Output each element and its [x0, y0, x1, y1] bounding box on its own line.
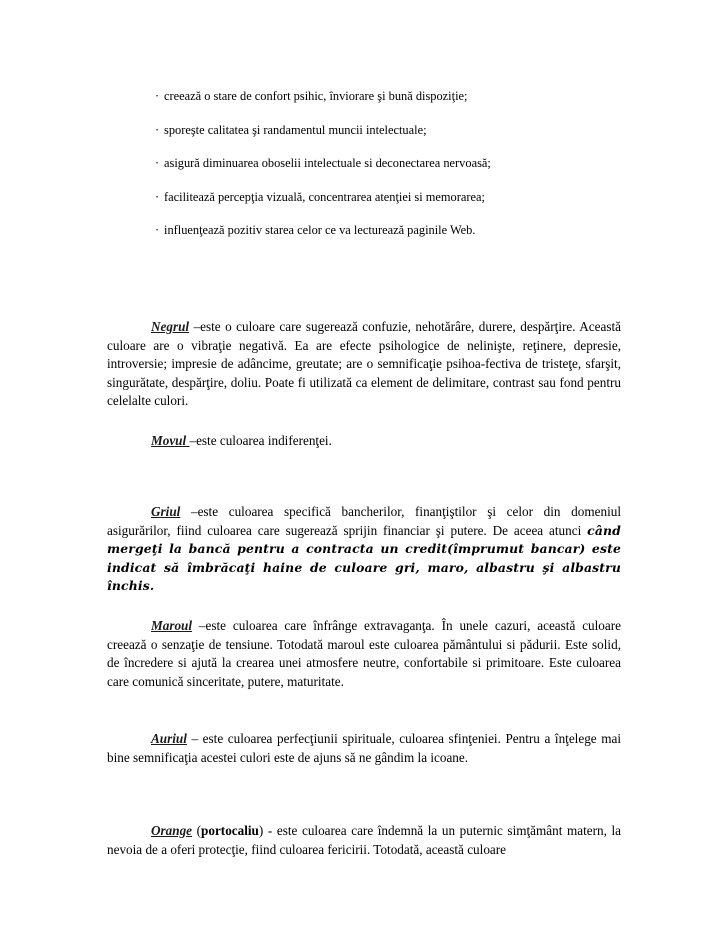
paragraph-text: –este culoarea care înfrânge extravaganţa. În unele cazuri, această culoare creează o senzaţie de tensiune. Totodată maroul este culoarea pământului si pădurii. Este solid, de încredere si ajută la crearea unei atmosfere neutre, confortabile si primitoare. Este culoarea care comunică sinceritate, putere, maturitate. — [107, 618, 621, 689]
paragraph-text: - este culoarea care îndemnă la un puternic simţământ matern, la nevoia de a oferi protecţie, fiind culoarea fericirii. Totodată, această culoare — [107, 823, 621, 857]
term-portocaliu: portocaliu — [201, 823, 259, 838]
paragraph-movul — [107, 432, 621, 451]
list-item-text: influenţează pozitiv starea celor ce va lecturează paginile Web. — [164, 223, 476, 237]
term-maroul: Maroul — [151, 618, 193, 633]
term-negrul: Negrul — [151, 319, 190, 334]
paragraph-text: – este culoarea perfecţiunii spirituale, culoarea sfinţeniei. Pentru a înţelege mai bine semnificaţia acestei culori este de ajuns să ne gândim la icoane. — [107, 731, 621, 765]
paragraph-text: –este culoarea indiferenţei. — [189, 433, 332, 448]
paragraph-griul — [107, 503, 621, 596]
list-item — [155, 223, 675, 238]
paragraph-negrul — [107, 318, 621, 411]
list-item-text: asigură diminuarea oboselii intelectuale si deconectarea nervoasă; — [164, 156, 491, 170]
term-griul: Griul — [151, 504, 181, 519]
bullet-marker: · — [155, 122, 160, 137]
term-auriul: Auriul — [151, 731, 187, 746]
list-item — [155, 190, 675, 205]
paragraph-auriul — [107, 730, 621, 767]
bullet-marker: · — [155, 89, 160, 103]
list-item-text: creează o stare de confort psihic, înviorare şi bună dispoziţie; — [164, 89, 468, 103]
paragraph-text: –este culoarea specifică bancherilor, finanţiştilor şi celor din domeniul asigurărilor, fiind culoarea care sugerează sprijin financiar şi putere. De aceea atunci — [107, 504, 621, 538]
bullet-marker: · — [155, 156, 160, 170]
term-movul: Movul — [151, 433, 190, 448]
list-item — [155, 123, 675, 138]
paragraph-text: –este o culoare care sugerează confuzie, nehotărâre, durere, despărţire. Această culoare are o vibraţie negativă. Ea are efecte psihologice de nelinişte, reţinere, depresie, introversie; impresie de adâncime, greutate; are o semnificaţie psihoa-fectiva de tristeţe, sfarşit, singurătate, despărţire, doliu. Poate fi utilizată ca element de delimitare, contrast sau fond pentru celelalte culori. — [107, 319, 621, 408]
term-orange: Orange — [151, 823, 193, 838]
bullet-marker: · — [155, 223, 160, 237]
bank-advice-emphasis: când mergeţi la bancă pentru a contracta un credit(împrumut bancar) este indicat să îmbrăcaţi haine de culoare gri, maro, albastru şi albastru închis. — [107, 522, 621, 593]
list-item-text: sporeşte calitatea şi randamentul muncii intelectuale; — [164, 122, 427, 137]
benefits-list — [155, 89, 675, 257]
list-item — [155, 156, 675, 171]
paragraph-maroul — [107, 617, 621, 691]
list-item — [155, 89, 675, 104]
paragraph-orange: Orange (portocaliu) - este culoarea care îndemnă la un puternic simţământ matern, la nevoia de a oferi protecţie, fiind culoarea fericirii. Totodată, această culoare — [107, 823, 621, 857]
list-item-text: facilitează percepţia vizuală, concentrarea atenţiei si memorarea; — [164, 189, 485, 204]
bullet-marker: · — [155, 189, 160, 204]
